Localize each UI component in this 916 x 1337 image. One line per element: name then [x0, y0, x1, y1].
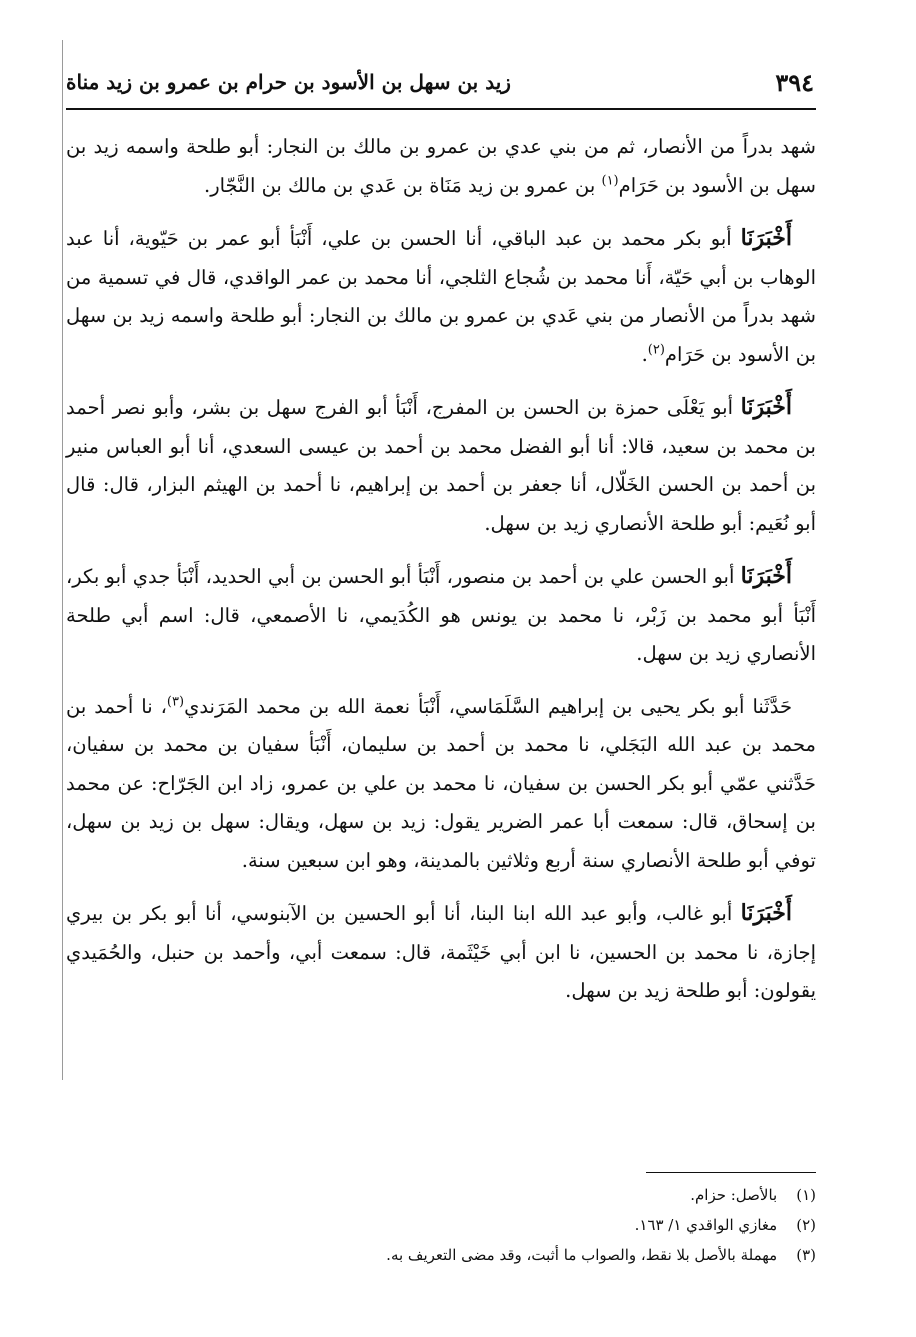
page-number: ٣٩٤	[775, 68, 814, 97]
footnote-text: مهملة بالأصل بلا نقط، والصواب ما أثبت، وقد مضى التعريف به.	[386, 1246, 778, 1264]
akhbarana-keyword: أَخْبَرَنَا	[740, 900, 792, 926]
footnote-text: مغازي الواقدي ١/ ١٦٣.	[634, 1216, 778, 1234]
footnote-number: (١)	[796, 1186, 816, 1204]
page-header	[66, 62, 814, 102]
paragraph	[66, 557, 816, 674]
footnote-reference: (٣)	[166, 694, 185, 709]
text-segment: .	[641, 342, 648, 366]
footnote	[66, 1240, 816, 1270]
text-segment: أبو بكر محمد بن عبد الباقي، أنا الحسن بن علي، أَنْبَأ أبو عمر بن حَيّوية، أنا عبد الوهاب بن أبي حَيّة، أَنا محمد بن شُجاع الثلجي، أنا محمد بن عمر الواقدي، قال في تسمية من شهد بدراً من الأنصار من بني عَدي بن عمرو بن مالك بن النجار: أبو طلحة واسمه زيد بن سهل بن الأسود بن حَرَام	[66, 227, 816, 366]
footnote-number: (٣)	[796, 1246, 816, 1264]
footnote-rule	[646, 1172, 816, 1173]
text-segment: ، نا أحمد بن محمد بن عبد الله البَجَلي، نا محمد بن أحمد بن سليمان، أَنْبَأ سفيان بن محمد بن سفيان، حَدَّثني عمّي أبو بكر الحسن بن سفيان، نا محمد بن علي بن عمرو، زاد ابن الجَرّاح: عن محمد بن إسحاق، قال: سمعت أبا عمر الضرير يقول: زيد بن سهل، ويقال: سهل بن زيد بن سهل، توفي أبو طلحة الأنصاري سنة أربع وثلاثين بالمدينة، وهو ابن سبعين سنة.	[66, 694, 816, 872]
footnote	[66, 1180, 816, 1210]
paragraph	[66, 894, 816, 1011]
footnote-text: بالأصل: حزام.	[690, 1186, 778, 1204]
paragraph	[66, 688, 816, 881]
footnote-number: (٢)	[796, 1216, 816, 1234]
akhbarana-keyword: أَخْبَرَنَا	[740, 225, 792, 251]
text-segment: شهد بدراً من الأنصار، ثم من بني عدي بن عمرو بن مالك بن النجار: أبو طلحة واسمه زيد بن سهل بن الأسود بن حَرَام	[66, 135, 816, 197]
footnote	[66, 1210, 816, 1240]
footnotes	[66, 1180, 816, 1270]
paragraph	[66, 128, 816, 205]
footnote-reference: (٢)	[647, 342, 665, 357]
akhbarana-keyword: أَخْبَرَنَا	[740, 394, 792, 420]
text-segment: أبو الحسن علي بن أحمد بن منصور، أَنْبَأ أبو الحسن بن أبي الحديد، أَنْبَأ جدي أبو بكر، أَنْبَأ أبو محمد بن زَبْر، نا محمد بن يونس هو الكُدَيمي، نا الأصمعي، قال: اسم أبي طلحة الأنصاري زيد بن سهل.	[66, 565, 816, 665]
footnote-reference: (١)	[601, 173, 619, 188]
akhbarana-keyword: أَخْبَرَنَا	[740, 563, 792, 589]
margin-rule	[62, 40, 63, 1080]
main-text	[66, 128, 816, 1025]
paragraph	[66, 219, 816, 374]
running-title: زيد بن سهل بن الأسود بن حرام بن عمرو بن زيد مناة	[66, 70, 511, 94]
text-segment: حَدَّثَنا أبو بكر يحيى بن إبراهيم السَّلَمَاسي، أَنْبَأ نعمة الله بن محمد المَرَندي	[184, 694, 792, 718]
header-rule	[66, 108, 816, 110]
text-segment: بن عمرو بن زيد مَنَاة بن عَدي بن مالك بن النَّجّار.	[204, 173, 602, 197]
text-segment: أبو غالب، وأبو عبد الله ابنا البنا، أنا أبو الحسين بن الآبنوسي، أنا أبو بكر بن بيري إجازة، نا محمد بن الحسين، نا ابن أبي خَيْثَمة، قال: سمعت أبي، وأحمد بن حنبل، والحُمَيدي يقولون: أبو طلحة زيد بن سهل.	[66, 902, 816, 1002]
text-segment: أبو يَعْلَى حمزة بن الحسن بن المفرج، أَنْبَأ أبو الفرج سهل بن بشر، وأبو نصر أحمد بن محمد بن سعيد، قالا: أنا أبو الفضل محمد بن أحمد بن عيسى السعدي، أنا أبو العباس منير بن أحمد بن الحسن الخَلّال، أنا جعفر بن أحمد بن إبراهيم، نا أحمد بن الهيثم البزار، قال: قال أبو نُعَيم: أبو طلحة الأنصاري زيد بن سهل.	[66, 396, 816, 535]
paragraph	[66, 388, 816, 543]
